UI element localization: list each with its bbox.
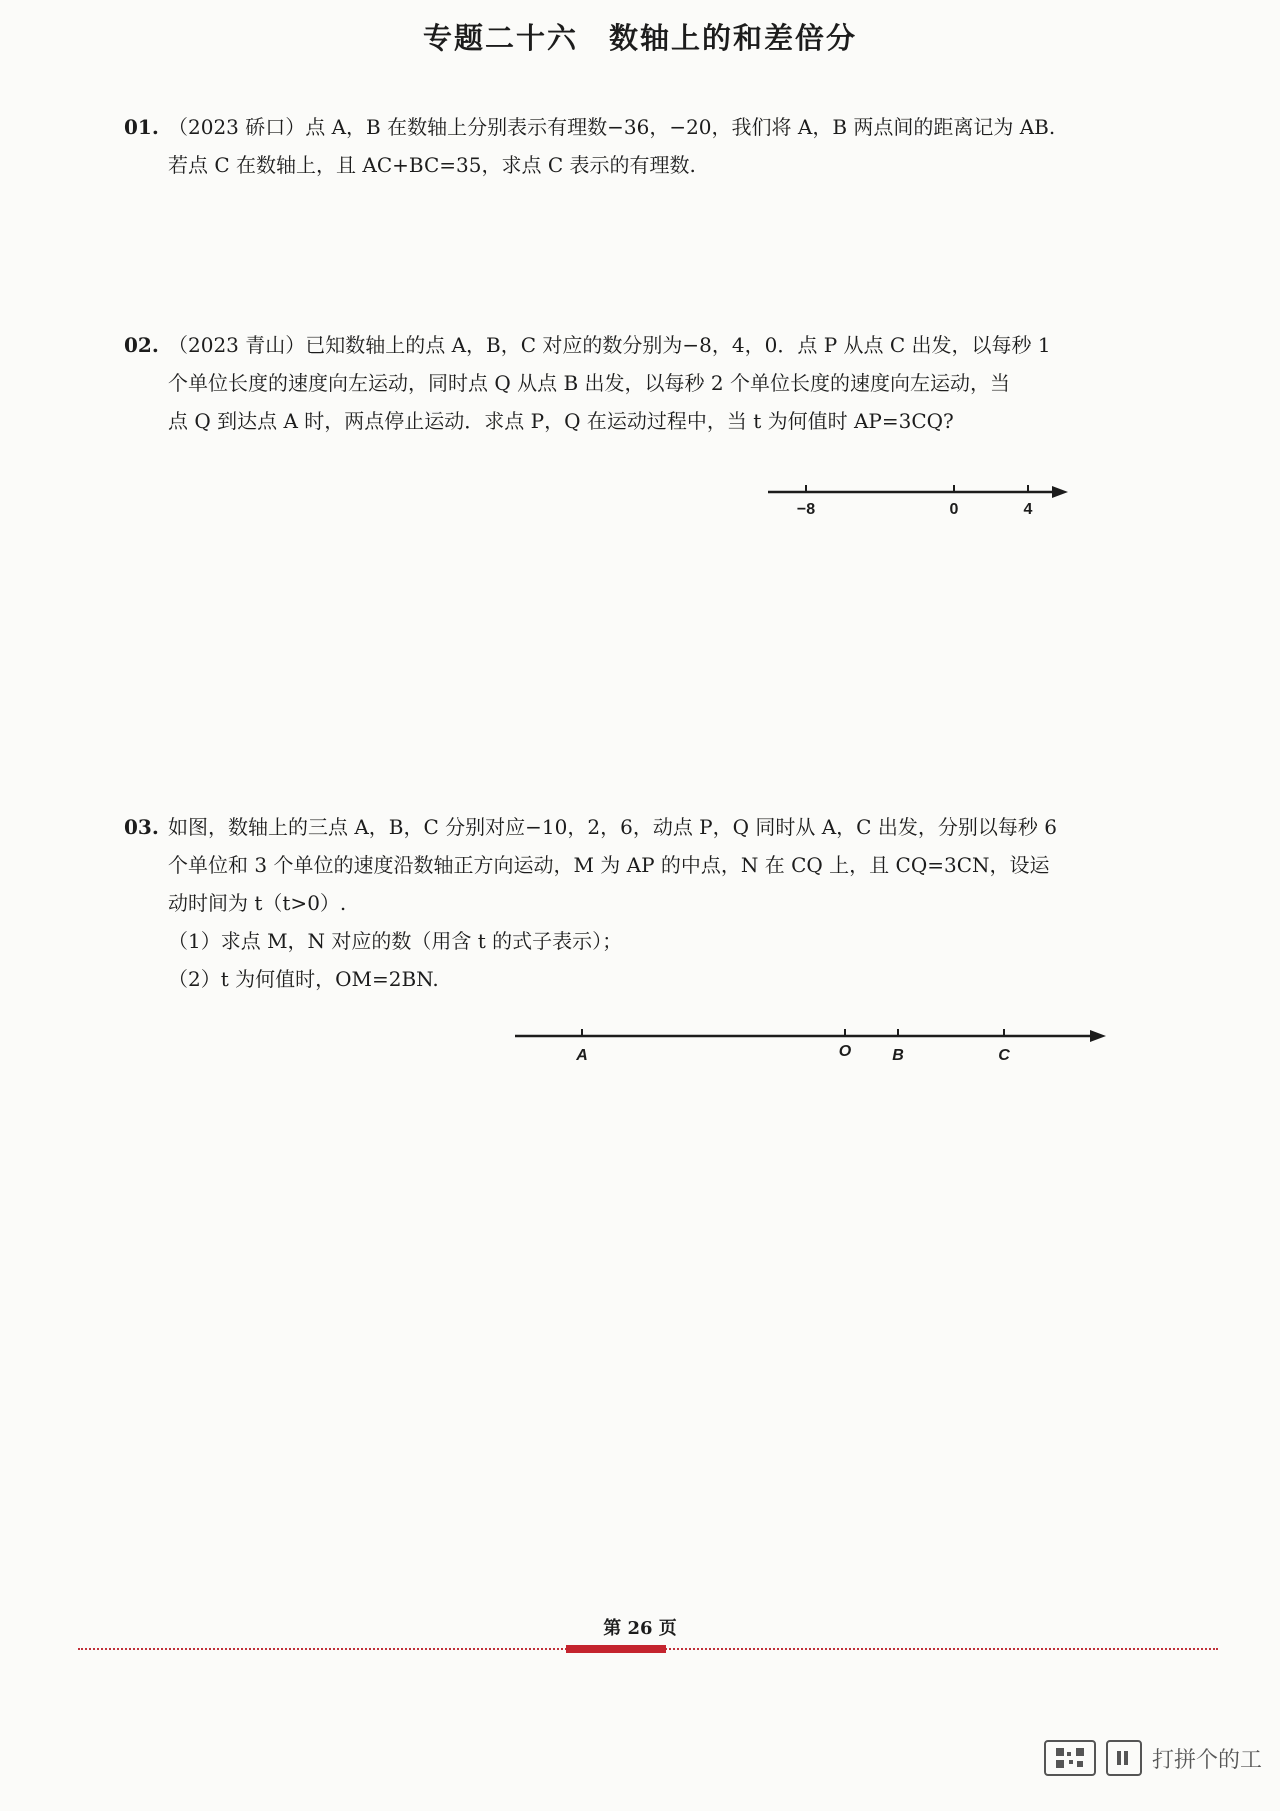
sub-question: （1）求点 M，N 对应的数（用含 t 的式子表示）； bbox=[168, 929, 623, 953]
point-label: A bbox=[576, 1047, 588, 1064]
problem-01 bbox=[124, 108, 1056, 184]
qr-code-icon bbox=[1044, 1740, 1096, 1776]
point-label: O bbox=[838, 1043, 852, 1060]
logo-icon bbox=[1106, 1740, 1142, 1776]
point-label: C bbox=[998, 1047, 1010, 1064]
problem-text-line: 点 Q 到达点 A 时，两点停止运动．求点 P，Q 在运动过程中，当 t 为何值时 AP=3CQ? bbox=[168, 409, 954, 433]
problem-text-line: （2023 硚口）点 A，B 在数轴上分别表示有理数−36，−20，我们将 A，B 两点间的距离记为 AB. bbox=[168, 115, 1056, 139]
tick-label: 4 bbox=[1023, 501, 1033, 518]
problem-number: 02. bbox=[124, 333, 159, 357]
tick-label: −8 bbox=[796, 501, 816, 518]
point-label: B bbox=[892, 1047, 904, 1064]
problem-number: 01. bbox=[124, 115, 159, 139]
problem-text-line: 动时间为 t（t>0）. bbox=[168, 891, 347, 915]
axis-arrow bbox=[1052, 486, 1068, 498]
problem-text-line: 个单位长度的速度向左运动，同时点 Q 从点 B 出发，以每秒 2 个单位长度的速度向左运动，当 bbox=[168, 371, 1010, 395]
watermark bbox=[1044, 1740, 1262, 1776]
axis-arrow bbox=[1090, 1030, 1106, 1042]
tick-label: 0 bbox=[949, 501, 959, 518]
footer-accent-bar bbox=[566, 1645, 666, 1653]
number-line-03 bbox=[510, 1018, 1110, 1088]
problem-text-line: 若点 C 在数轴上，且 AC+BC=35，求点 C 表示的有理数. bbox=[168, 153, 696, 177]
sub-question: （2）t 为何值时，OM=2BN. bbox=[168, 967, 439, 991]
problem-text-line: 如图，数轴上的三点 A，B，C 分别对应−10，2，6，动点 P，Q 同时从 A，C 出发，分别以每秒 6 bbox=[168, 815, 1057, 839]
page-number: 第 26 页 bbox=[603, 1618, 677, 1639]
problem-number: 03. bbox=[124, 815, 159, 839]
page-title: 专题二十六 数轴上的和差倍分 bbox=[422, 21, 857, 55]
problem-03 bbox=[124, 808, 1057, 998]
problem-text-line: （2023 青山）已知数轴上的点 A，B，C 对应的数分别为−8，4，0．点 P 从点 C 出发，以每秒 1 bbox=[168, 333, 1051, 357]
problem-02 bbox=[124, 326, 1051, 440]
number-line-02 bbox=[750, 470, 1070, 540]
problem-text-line: 个单位和 3 个单位的速度沿数轴正方向运动，M 为 AP 的中点，N 在 CQ 上，且 CQ=3CN，设运 bbox=[168, 853, 1050, 877]
watermark-text: 打拼个的工 bbox=[1151, 1746, 1262, 1772]
